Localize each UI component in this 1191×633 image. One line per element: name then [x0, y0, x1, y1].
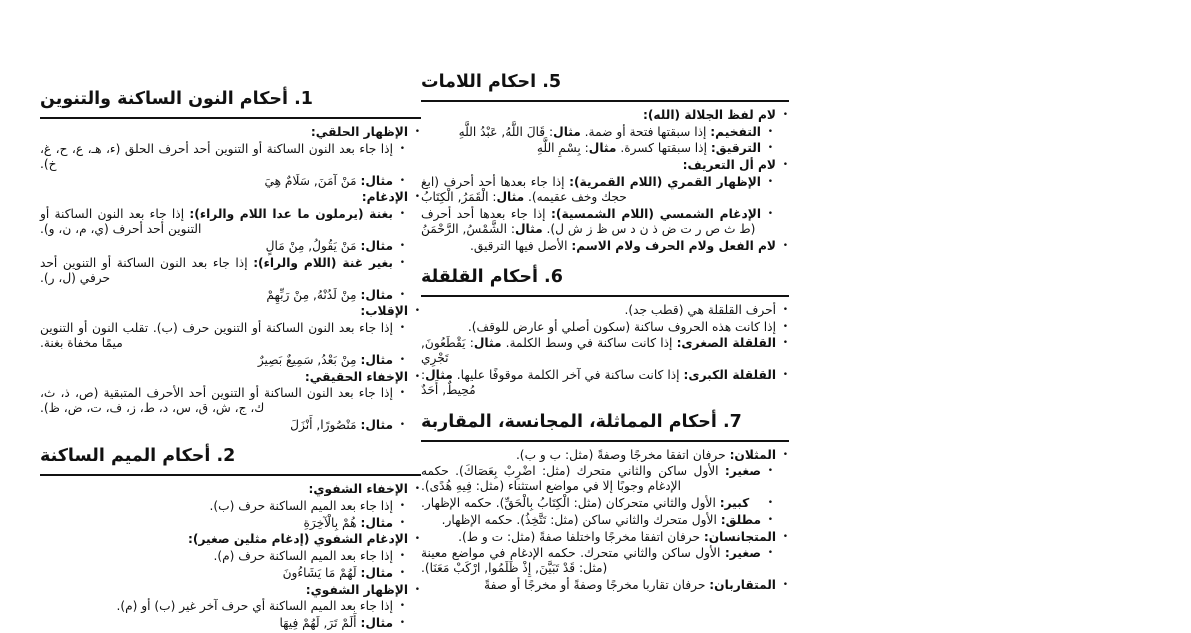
- rule-text: : بِسْمِ اللَّهِ: [536, 141, 589, 156]
- rule-text: إذا جاء بعد النون الساكنة أو التنوين أحد الأحرف المتبقية (ص، ذ، ث، ك، ج، ش، ق، س، د، ط، ز، ف، ت، ض، ظ).: [40, 386, 393, 416]
- rule-label: الترقيق:: [710, 141, 761, 156]
- rule-text: إذا جاء بعد النون الساكنة أو التنوين حرف (ب). تقلب النون أو التنوين ميمًا مخفاة بغنة.: [40, 320, 393, 351]
- rule-text: أحرف القلقلة هي (قطب جد).: [624, 302, 776, 317]
- section-heading: 7. أحكام المماثلة، المجانسة، المقاربة: [421, 411, 789, 442]
- rule-label: مثال: [514, 221, 543, 236]
- rule-label: لام الفعل ولام الحرف ولام الاسم:: [571, 238, 776, 253]
- rule-label: مثال:: [360, 515, 393, 530]
- rule-text: إذا جاء بعد الميم الساكنة أي حرف آخر غير (ب) أو (م).: [116, 599, 393, 614]
- rule-item: [40, 125, 421, 140]
- rules-list: [40, 125, 421, 433]
- rule-text: : قَالَ اللَّهُ, عَبْدُ اللَّهِ: [458, 124, 554, 139]
- rule-item: [421, 368, 789, 398]
- rule-label: الإدغام الشفوي (إدغام مثلين صغير):: [188, 532, 408, 547]
- rule-label: صغير:: [724, 464, 761, 479]
- rule-text: مَنْصُورًا, أَنْزَلَ: [290, 418, 361, 433]
- rules-list: [40, 482, 421, 631]
- rule-text: إذا سبقتها كسرة.: [616, 141, 711, 156]
- rule-item: [40, 549, 406, 564]
- rule-text: أَلَمْ تَرَ, لَهُمْ فِيهَا: [279, 615, 361, 630]
- rule-text: الأول متحرك والثاني ساكن (مثل: تَتَّخِذُ). حكمه الإظهار.: [441, 512, 721, 527]
- rules-list: [421, 303, 789, 399]
- rule-item: [40, 599, 406, 614]
- rule-item: [421, 448, 789, 463]
- rule-item: [421, 336, 789, 366]
- rule-text: إذا سبقتها فتحة أو ضمة.: [580, 124, 711, 139]
- rule-item: [40, 174, 406, 189]
- rule-label: لام لفظ الجلالة (الله):: [642, 108, 776, 122]
- rule-item: [421, 496, 774, 511]
- rule-item: [40, 370, 421, 385]
- rule-label: بغير غنة (اللام والراء):: [253, 255, 393, 270]
- rule-item: [421, 141, 774, 156]
- rule-label: مطلق:: [720, 512, 761, 527]
- rule-text: الأول ساكن والثاني متحرك (مثل: اضْرِبْ بِعَصَاكَ). حكمه الإدغام وجوبًا إلا في مواضع استثناء (مثل: فِيهِ هُدًى).: [421, 464, 725, 494]
- rule-text: إذا جاء بعد النون الساكنة أو التنوين أحد أحرف الحلق (ء، هـ، ع، ح، غ، خ).: [40, 141, 393, 171]
- rule-item: [40, 418, 406, 433]
- rule-item: [40, 516, 406, 531]
- rule-label: مثال: [473, 336, 502, 351]
- rule-label: بغنة (يرملون ما عدا اللام والراء):: [189, 207, 393, 222]
- rule-label: مثال:: [360, 418, 393, 433]
- rule-label: كبير:: [719, 496, 750, 511]
- rule-item: [421, 108, 789, 123]
- rule-label: مثال: [496, 190, 525, 205]
- rule-item: [421, 320, 789, 335]
- rule-text: إذا جاء بعد الميم الساكنة حرف (ب).: [209, 499, 393, 514]
- rule-item: [421, 464, 774, 494]
- rule-item: [421, 175, 774, 205]
- rule-item: [40, 583, 421, 598]
- rule-label: الإخفاء الشفوي:: [308, 482, 408, 497]
- rule-label: مثال:: [360, 615, 393, 630]
- rules-list: [421, 108, 789, 254]
- rule-label: التفخيم:: [710, 124, 761, 139]
- rule-text: : مُحِيطٌ, أَحَدٌ: [421, 368, 476, 398]
- rule-text: حرفان تقاربا مخرجًا وصفةً أو مخرجًا أو صفةً: [484, 578, 710, 593]
- section-2: [40, 445, 421, 631]
- rule-item: [40, 499, 406, 514]
- rule-label: مثال:: [360, 173, 393, 188]
- rule-text: إذا كانت ساكنة في وسط الكلمة.: [501, 336, 677, 351]
- rule-item: [421, 303, 789, 318]
- rule-text: إذا جاء بعدها أحد أحرف (ط ث ص ر ت ض ذ ن د س ظ ز ش ل).: [421, 206, 756, 236]
- rule-text: إذا كانت ساكنة في آخر الكلمة موقوفًا عليها.: [452, 368, 684, 383]
- rule-item: [421, 125, 774, 140]
- rule-label: الإظهار الشفوي:: [305, 582, 408, 597]
- rule-label: مثال: [425, 368, 453, 383]
- rule-item: [40, 190, 421, 205]
- section-heading: 2. أحكام الميم الساكنة: [40, 445, 421, 476]
- rule-text: حرفان اتفقا مخرجًا واختلفا صفةً (مثل: ت و ط).: [458, 529, 704, 544]
- rule-item: [40, 353, 406, 368]
- rule-text: إذا جاء بعدها أحد أحرف (ابغ حجك وخف عقيمه).: [421, 174, 627, 205]
- rule-label: الإخفاء الحقيقي:: [304, 369, 408, 384]
- rule-item: [421, 513, 774, 528]
- column-left: [40, 88, 421, 633]
- section-1: [40, 88, 421, 433]
- rule-item: [40, 207, 406, 237]
- rule-text: هُمْ بِالْآخِرَةِ: [303, 515, 361, 530]
- section-heading: 1. أحكام النون الساكنة والتنوين: [40, 88, 421, 119]
- rule-text: إذا كانت هذه الحروف ساكنة (سكون أصلي أو عارض للوقف).: [467, 319, 776, 334]
- rule-item: [421, 530, 789, 545]
- rule-label: المثلان:: [729, 447, 776, 462]
- rule-label: مثال:: [360, 287, 393, 302]
- rule-text: إذا جاء بعد النون الساكنة أو التنوين أحد حرفي (ل، ر).: [40, 255, 254, 285]
- rule-item: [40, 288, 406, 303]
- rule-label: مثال: [588, 141, 617, 156]
- rule-item: [40, 239, 406, 254]
- rule-text: الأول والثاني متحركان (مثل: الْكِتَابُ بِالْحَقِّ). حكمه الإظهار.: [421, 496, 720, 511]
- rule-text: مَنْ آمَنَ, سَلَامٌ هِيَ: [264, 173, 361, 188]
- section-5: [421, 71, 789, 254]
- rule-label: مثال:: [360, 565, 393, 580]
- rule-text: إذا جاء بعد النون الساكنة أو التنوين أحد أحرف (ي، م، ن، و).: [40, 207, 202, 237]
- rule-text: حرفان اتفقا مخرجًا وصفةً (مثل: ب و ب).: [515, 447, 730, 462]
- section-7: [421, 411, 789, 594]
- rule-label: القلقلة الكبرى:: [683, 368, 776, 383]
- rule-label: الإدغام:: [361, 190, 408, 205]
- rule-item: [421, 239, 789, 254]
- rule-label: لام أل التعريف:: [682, 158, 776, 173]
- rule-label: القلقلة الصغرى:: [676, 336, 776, 351]
- rule-item: [40, 566, 406, 581]
- rule-item: [421, 578, 789, 593]
- rule-label: المتجانسان:: [703, 529, 776, 544]
- rule-label: المتقاربان:: [709, 578, 776, 593]
- rule-label: مثال: [553, 124, 581, 139]
- rule-text: مَنْ يَقُولُ, مِنْ مَالٍ: [265, 238, 361, 253]
- rule-text: : الْقَمَرُ, الْكِتَابُ: [421, 190, 497, 205]
- rule-text: الأول ساكن والثاني متحرك. حكمه الإدغام في مواضع معينة (مثل: قَدْ تَبَيَّنَ, إِذْ ظَلَمُوا, ارْكَبْ مَعَنَا).: [421, 546, 725, 576]
- rule-item: [421, 207, 774, 237]
- rule-text: مِنْ لَدُنْهُ, مِنْ رَبِّهِمْ: [266, 287, 361, 302]
- rule-item: [40, 256, 406, 286]
- rule-label: الإقلاب:: [360, 304, 408, 319]
- column-right: [421, 71, 789, 595]
- rule-text: لَهُمْ مَا يَشَاءُونَ: [282, 565, 361, 580]
- section-heading: 6. أحكام القلقلة: [421, 266, 789, 297]
- rule-item: [40, 616, 406, 631]
- rule-text: مِنْ بَعْدُ, سَمِيعٌ بَصِيرٌ: [257, 352, 361, 367]
- rule-item: [40, 321, 406, 351]
- rule-label: صغير:: [724, 546, 761, 561]
- rule-item: [40, 532, 421, 547]
- rule-text: : الشَّمْسُ, الرَّحْمَنُ: [421, 221, 515, 236]
- rule-item: [421, 546, 774, 576]
- rule-text: إذا جاء بعد الميم الساكنة حرف (م).: [213, 549, 393, 564]
- section-heading: 5. احكام اللامات: [421, 71, 789, 102]
- rule-label: الإظهار الحلقي:: [310, 125, 408, 139]
- rule-text: : يَقْطَعُونَ, تَجْرِي: [421, 336, 474, 366]
- rule-item: [40, 482, 421, 497]
- rule-label: مثال:: [360, 238, 393, 253]
- rules-list: [421, 448, 789, 594]
- rule-label: مثال:: [360, 352, 393, 367]
- rule-item: [40, 142, 406, 172]
- rule-label: الإظهار القمري (اللام القمرية):: [569, 174, 761, 189]
- rule-item: [40, 304, 421, 319]
- rule-item: [421, 158, 789, 173]
- rule-text: الأصل فيها الترقيق.: [469, 238, 572, 253]
- section-6: [421, 266, 789, 399]
- rule-label: الإدغام الشمسي (اللام الشمسية):: [551, 206, 761, 221]
- rule-item: [40, 386, 406, 416]
